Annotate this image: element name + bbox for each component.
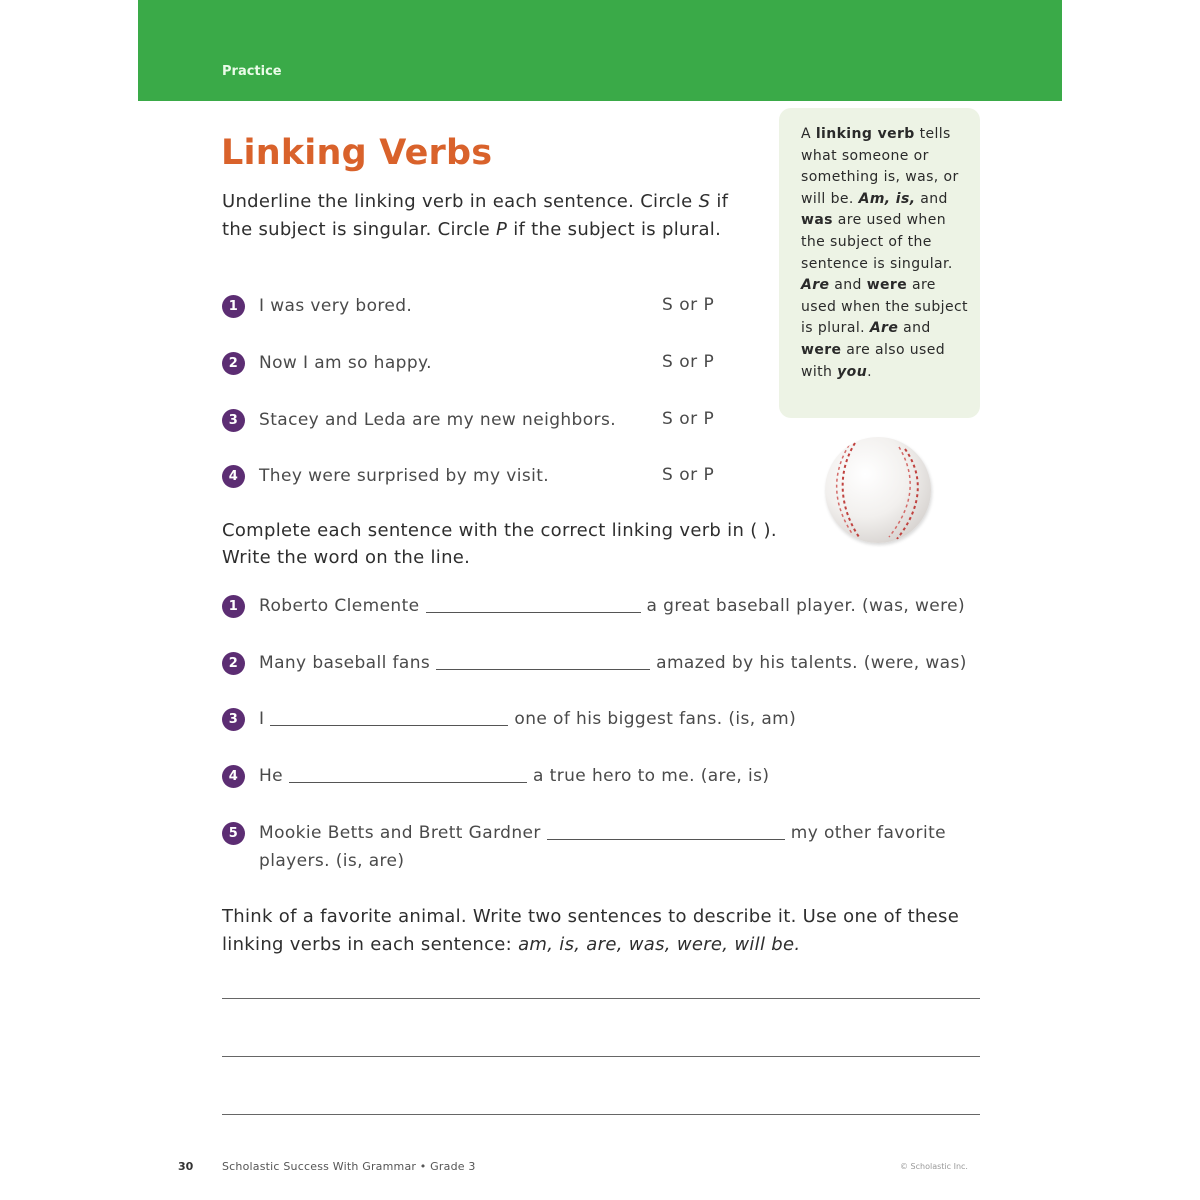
part1-item bbox=[222, 350, 432, 376]
sentence-text[interactable]: Stacey and Leda are my new neighbors. bbox=[259, 410, 616, 430]
section-label: Practice bbox=[222, 64, 282, 79]
part2-item: 2 Many baseball fans amazed by his talents. (were, was) bbox=[222, 650, 967, 676]
part3-instructions: Think of a favorite animal. Write two sentences to describe it. Use one of these linking verbs in each sentence: am, is, are, was, were, will be. bbox=[222, 906, 960, 955]
part2-item: 5 Mookie Betts and Brett Gardner my other favorite bbox=[222, 820, 946, 846]
singular-plural-choice[interactable]: S or P bbox=[662, 295, 715, 315]
number-badge: 1 bbox=[222, 295, 245, 318]
sentence-text[interactable]: They were surprised by my visit. bbox=[259, 466, 550, 486]
answer-blank[interactable] bbox=[289, 781, 527, 783]
part2-item: 4 He a true hero to me. (are, is) bbox=[222, 763, 769, 789]
number-badge: 5 bbox=[222, 822, 245, 845]
number-badge: 2 bbox=[222, 652, 245, 675]
part2-item: 3 I one of his biggest fans. (is, am) bbox=[222, 706, 796, 732]
book-title: Scholastic Success With Grammar • Grade 3 bbox=[222, 1160, 476, 1173]
part1-item bbox=[222, 293, 412, 319]
answer-blank[interactable] bbox=[426, 611, 641, 613]
writing-line[interactable] bbox=[222, 1056, 980, 1057]
baseball-icon bbox=[825, 437, 931, 543]
part1-instructions: Underline the linking verb in each sentence. Circle S if the subject is singular. Circle P if the subject is plural. bbox=[222, 191, 729, 240]
number-badge: 3 bbox=[222, 409, 245, 432]
singular-plural-choice[interactable]: S or P bbox=[662, 409, 715, 429]
number-badge: 2 bbox=[222, 352, 245, 375]
singular-plural-choice[interactable]: S or P bbox=[662, 465, 715, 485]
number-badge: 4 bbox=[222, 465, 245, 488]
definition-callout: A linking verb tells what someone or something is, was, or will be. Am, is, and was are used when the subject of the sentence is singular. Are and were are used when the subject is plural. Are and were are also used with you. bbox=[779, 108, 980, 418]
writing-line[interactable] bbox=[222, 998, 980, 999]
part1-item bbox=[222, 407, 616, 433]
header-band bbox=[138, 0, 1062, 101]
part2-item-continuation: players. (is, are) bbox=[259, 851, 405, 871]
answer-blank[interactable] bbox=[436, 668, 650, 670]
part1-item bbox=[222, 463, 549, 489]
page-title: Linking Verbs bbox=[221, 133, 493, 173]
sentence-text[interactable]: Now I am so happy. bbox=[259, 353, 432, 373]
number-badge: 1 bbox=[222, 595, 245, 618]
answer-blank[interactable] bbox=[270, 724, 508, 726]
sentence-text[interactable]: I was very bored. bbox=[259, 296, 413, 316]
number-badge: 4 bbox=[222, 765, 245, 788]
answer-blank[interactable] bbox=[547, 838, 785, 840]
page-number: 30 bbox=[178, 1160, 194, 1173]
singular-plural-choice[interactable]: S or P bbox=[662, 352, 715, 372]
writing-line[interactable] bbox=[222, 1114, 980, 1115]
part2-instructions: Complete each sentence with the correct linking verb in ( ). Write the word on the line. bbox=[222, 520, 777, 568]
part2-item: 1 Roberto Clemente a great baseball player. (was, were) bbox=[222, 593, 965, 619]
number-badge: 3 bbox=[222, 708, 245, 731]
copyright: © Scholastic Inc. bbox=[900, 1162, 968, 1171]
